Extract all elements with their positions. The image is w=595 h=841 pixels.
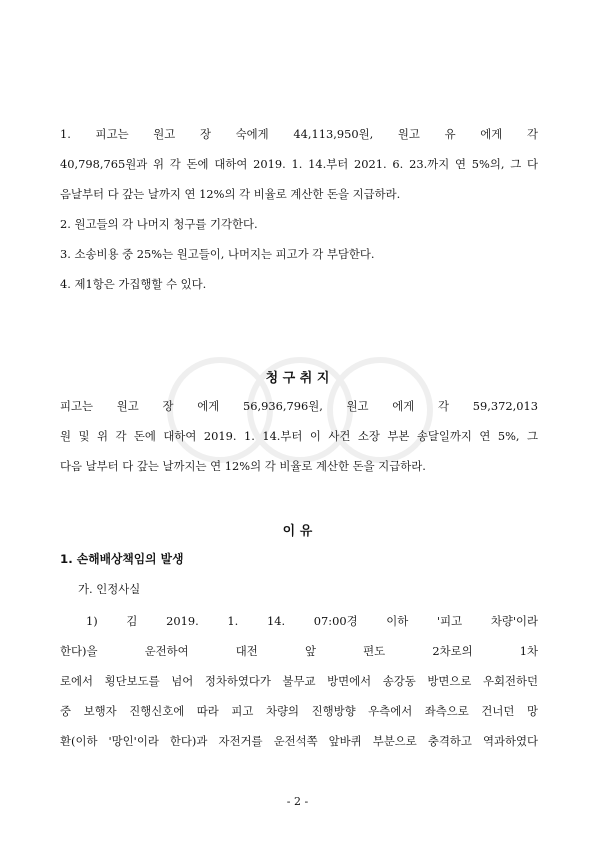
reason-heading: 이 유: [282, 524, 313, 539]
claim-line-2: 원 및 위 각 돈에 대하여 2019. 1. 14.부터 이 사건 소장 부본 송달일까지 연 5%, 그: [60, 429, 538, 443]
order-line-1: 1. 피고는 원고 장 숙에게 44,113,950원, 원고 유 에게 각: [60, 127, 538, 141]
claim-line-3: 다음 날부터 다 갚는 날까지는 연 12%의 각 비율로 계산한 돈을 지급하라.: [60, 459, 426, 473]
order-line-5: 3. 소송비용 중 25%는 원고들이, 나머지는 피고가 각 부담한다.: [60, 247, 375, 261]
page-number: - 2 -: [286, 795, 309, 808]
order-line-2: 40,798,765원과 위 각 돈에 대하여 2019. 1. 14.부터 2021. 6. 23.까지 연 5%의, 그 다: [60, 157, 538, 171]
order-line-3: 음날부터 다 갚는 날까지 연 12%의 각 비율로 계산한 돈을 지급하라.: [60, 187, 401, 201]
subsection-title: 가. 인정사실: [78, 582, 141, 596]
reason-line-5: 환(이하 '망인'이라 한다)과 자전거를 운전석쪽 앞바퀴 부분으로 충격하고 역과하였다: [60, 734, 538, 748]
order-line-6: 4. 제1항은 가집행할 수 있다.: [60, 277, 207, 291]
reason-line-3: 로에서 횡단보도를 넘어 정차하였다가 불무교 방면에서 송강동 방면으로 우회전하던: [60, 674, 538, 688]
section-title: 1. 손해배상책임의 발생: [60, 552, 184, 566]
claim-heading: 청 구 취 지: [265, 371, 330, 386]
order-line-4: 2. 원고들의 각 나머지 청구를 기각한다.: [60, 217, 258, 231]
reason-line-2: 한다)을 운전하여 대전 앞 편도 2차로의 1차: [60, 644, 538, 658]
reason-line-1: 1) 김 2019. 1. 14. 07:00경 이하 '피고 차량'이라: [86, 614, 538, 628]
reason-line-4: 중 보행자 진행신호에 따라 피고 차량의 진행방향 우측에서 좌측으로 건너던 망: [60, 704, 538, 718]
claim-line-1: 피고는 원고 장 에게 56,936,796원, 원고 에게 각 59,372,013: [60, 399, 538, 413]
